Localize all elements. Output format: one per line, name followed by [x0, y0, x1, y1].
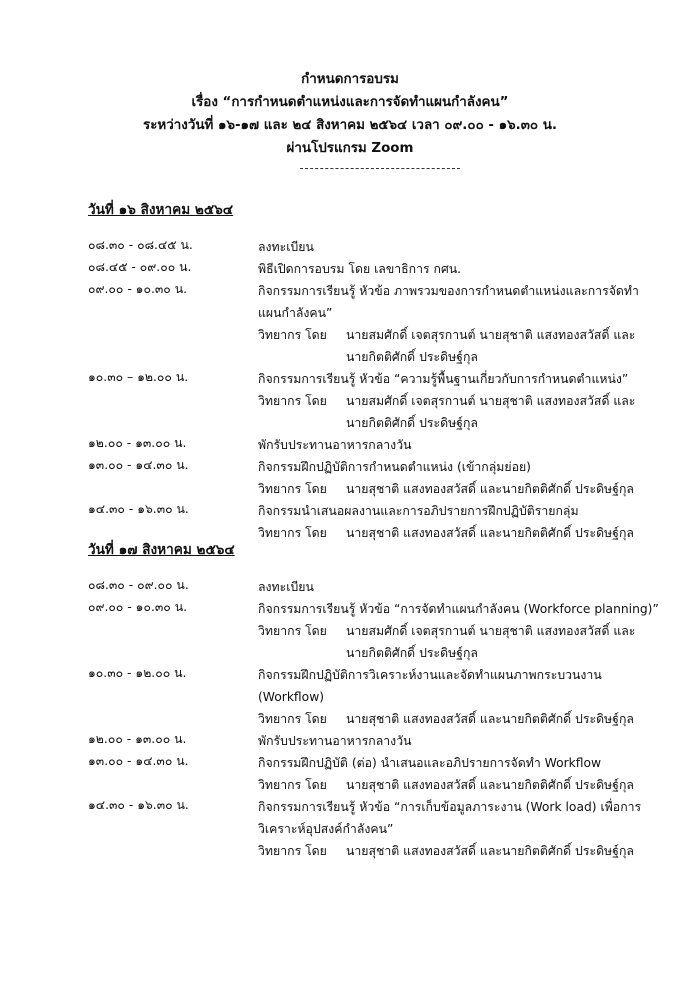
lecturer-names: นายกิตติศักดิ์ ประดิษฐ์กุล	[346, 416, 478, 430]
activity-line: กิจกรรมการเรียนรู้ หัวข้อ ภาพรวมของการกำหนดตำแหน่งและการจัดทำ	[258, 284, 639, 298]
header-divider	[300, 168, 460, 169]
activity-description	[258, 258, 648, 280]
activity-line: พิธีเปิดการอบรม โดย เลขาธิการ กศน.	[258, 262, 462, 276]
time-slot: ๐๘.๓๐ - ๐๘.๔๕ น.	[88, 238, 193, 252]
lecturer-line	[258, 522, 648, 544]
lecturer-label: วิทยากร โดย	[258, 328, 327, 342]
activity-line: ลงทะเบียน	[258, 580, 314, 594]
lecturer-names: นายสุชาติ แสงทองสวัสดิ์ และนายกิตติศักดิ์ ประดิษฐ์กุล	[346, 778, 634, 792]
lecturer-label: วิทยากร โดย	[258, 712, 327, 726]
activity-line: กิจกรรมฝึกปฏิบัติการวิเคราะห์งานและจัดทำแผนภาพกระบวนงาน	[258, 668, 602, 682]
time-slot: ๐๘.๔๕ - ๐๙.๐๐ น.	[88, 260, 192, 274]
lecturer-line	[258, 840, 648, 862]
lecturer-label: วิทยากร โดย	[258, 778, 327, 792]
header-subject: เรื่อง “การกำหนดตำแหน่งและการจัดทำแผนกำลังคน”	[191, 95, 509, 110]
lecturer-label: วิทยากร โดย	[258, 844, 327, 858]
time-slot: ๑๒.๐๐ - ๑๓.๐๐ น.	[88, 732, 187, 746]
lecturer-label: วิทยากร โดย	[258, 526, 327, 540]
activity-description	[258, 796, 648, 862]
activity-line: กิจกรรมฝึกปฏิบัติการกำหนดตำแหน่ง (เข้ากลุ่มย่อย)	[258, 460, 531, 474]
header-title: กำหนดการอบรม	[301, 72, 399, 87]
lecturer-names: นายสุชาติ แสงทองสวัสดิ์ และนายกิตติศักดิ์ ประดิษฐ์กุล	[346, 712, 634, 726]
time-slot: ๑๐.๓๐ – ๑๒.๐๐ น.	[88, 370, 189, 384]
lecturer-line	[258, 346, 648, 368]
activity-line: กิจกรรมนำเสนอผลงานและการอภิปรายการฝึกปฏิบัติรายกลุ่ม	[258, 504, 579, 518]
lecturer-names: นายสมศักดิ์ เจตสุรกานต์ นายสุชาติ แสงทองสวัสดิ์ และ	[346, 328, 636, 342]
time-slot: ๑๓.๐๐ - ๑๔.๓๐ น.	[88, 458, 189, 472]
activity-description	[258, 236, 648, 258]
activity-line: กิจกรรมการเรียนรู้ หัวข้อ “การจัดทำแผนกำลังคน (Workforce planning)”	[258, 602, 659, 616]
lecturer-line	[258, 620, 648, 642]
header-platform: ผ่านโปรแกรม Zoom	[286, 141, 414, 156]
lecturer-names: นายสุชาติ แสงทองสวัสดิ์ และนายกิตติศักดิ์ ประดิษฐ์กุล	[346, 526, 634, 540]
lecturer-line	[258, 412, 648, 434]
activity-description	[258, 752, 648, 796]
lecturer-label: วิทยากร โดย	[258, 482, 327, 496]
lecturer-label: วิทยากร โดย	[258, 624, 327, 638]
time-slot: ๐๙.๐๐ - ๑๐.๓๐ น.	[88, 600, 188, 614]
activity-description	[258, 576, 648, 598]
lecturer-line	[258, 324, 648, 346]
lecturer-names: นายกิตติศักดิ์ ประดิษฐ์กุล	[346, 646, 478, 660]
activity-line: กิจกรรมการเรียนรู้ หัวข้อ “ความรู้พื้นฐานเกี่ยวกับการกำหนดตำแหน่ง”	[258, 372, 629, 386]
day-title: วันที่ ๑๖ สิงหาคม ๒๕๖๔	[88, 202, 234, 218]
activity-line: กิจกรรมฝึกปฏิบัติ (ต่อ) นำเสนอและอภิปรายการจัดทำ Workflow	[258, 756, 602, 770]
lecturer-names: นายสุชาติ แสงทองสวัสดิ์ และนายกิตติศักดิ์ ประดิษฐ์กุล	[346, 482, 634, 496]
activity-description	[258, 500, 648, 544]
day-title: วันที่ ๑๗ สิงหาคม ๒๕๖๔	[88, 542, 235, 558]
lecturer-line	[258, 774, 648, 796]
time-slot: ๐๙.๐๐ - ๑๐.๓๐ น.	[88, 282, 188, 296]
activity-line: (Workflow)	[258, 690, 325, 704]
document-header	[0, 68, 700, 160]
activity-line: วิเคราะห์อุปสงค์กำลังคน”	[258, 822, 394, 836]
time-slot: ๑๔.๓๐ - ๑๖.๓๐ น.	[88, 798, 189, 812]
lecturer-names: นายกิตติศักดิ์ ประดิษฐ์กุล	[346, 350, 478, 364]
time-slot: ๑๐.๓๐ - ๑๒.๐๐ น.	[88, 666, 187, 680]
lecturer-line	[258, 708, 648, 730]
activity-line: แผนกำลังคน”	[258, 306, 333, 320]
activity-description	[258, 368, 648, 434]
time-slot: ๐๘.๓๐ - ๐๙.๐๐ น.	[88, 578, 189, 592]
time-slot: ๑๔.๓๐ - ๑๖.๓๐ น.	[88, 502, 189, 516]
time-slot: ๑๓.๐๐ - ๑๔.๓๐ น.	[88, 754, 189, 768]
activity-line: ลงทะเบียน	[258, 240, 314, 254]
lecturer-names: นายสมศักดิ์ เจตสุรกานต์ นายสุชาติ แสงทองสวัสดิ์ และ	[346, 394, 636, 408]
activity-description	[258, 434, 648, 456]
lecturer-line	[258, 390, 648, 412]
activity-description	[258, 598, 659, 664]
activity-description	[258, 730, 648, 752]
time-slot: ๑๒.๐๐ - ๑๓.๐๐ น.	[88, 436, 187, 450]
activity-line: กิจกรรมการเรียนรู้ หัวข้อ “การเก็บข้อมูลภาระงาน (Work load) เพื่อการ	[258, 800, 642, 814]
activity-description	[258, 664, 648, 730]
activity-description	[258, 456, 648, 500]
lecturer-line	[258, 642, 648, 664]
lecturer-names: นายสมศักดิ์ เจตสุรกานต์ นายสุชาติ แสงทองสวัสดิ์ และ	[346, 624, 636, 638]
lecturer-line	[258, 478, 648, 500]
header-dates: ระหว่างวันที่ ๑๖-๑๗ และ ๒๔ สิงหาคม ๒๕๖๔ เวลา ๐๙.๐๐ - ๑๖.๓๐ น.	[143, 118, 557, 133]
activity-line: พักรับประทานอาหารกลางวัน	[258, 734, 412, 748]
activity-line: พักรับประทานอาหารกลางวัน	[258, 438, 412, 452]
activity-description	[258, 280, 648, 368]
lecturer-label: วิทยากร โดย	[258, 394, 327, 408]
lecturer-names: นายสุชาติ แสงทองสวัสดิ์ และนายกิตติศักดิ์ ประดิษฐ์กุล	[346, 844, 634, 858]
